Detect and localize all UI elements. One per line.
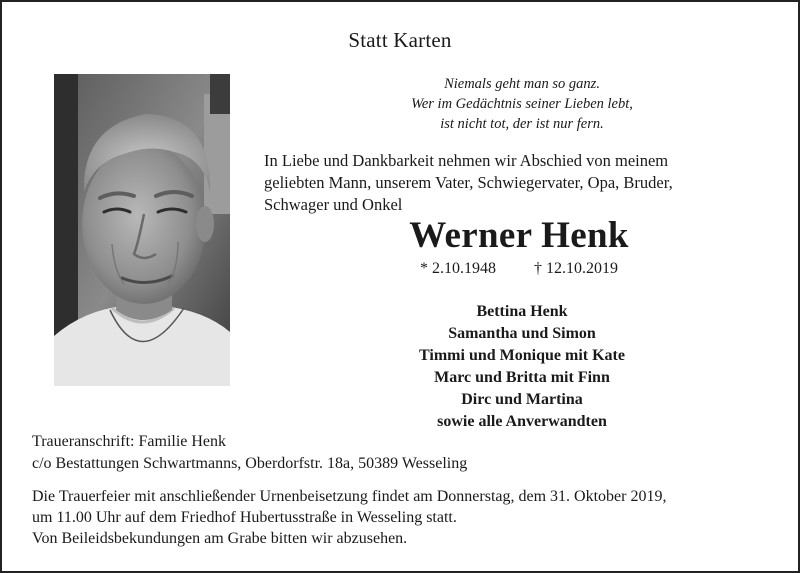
quote-line: Niemals geht man so ganz. [444, 76, 600, 92]
service-line: um 11.00 Uhr auf dem Friedhof Hubertusstraße in Wesseling statt. [32, 509, 457, 526]
funeral-service-info [32, 486, 666, 549]
intro-line: geliebten Mann, unserem Vater, Schwiegervater, Opa, Bruder, [264, 173, 673, 192]
condolence-address [32, 431, 467, 475]
service-line: Die Trauerfeier mit anschließender Urnenbeisetzung findet am Donnerstag, dem 31. Oktober 2019, [32, 488, 667, 505]
mourners-list [332, 301, 712, 433]
mourner-entry: Marc und Britta mit Finn [434, 369, 610, 386]
deceased-name: Werner Henk [409, 215, 629, 256]
notice-header: Statt Karten [348, 28, 452, 52]
life-dates [420, 260, 618, 278]
address-line: c/o Bestattungen Schwartmanns, Oberdorfstr. 18a, 50389 Wesseling [32, 455, 468, 472]
portrait-image [54, 74, 230, 386]
mourner-entry: Samantha und Simon [448, 325, 596, 342]
quote-line: ist nicht tot, der ist nur fern. [440, 116, 604, 132]
service-line: Von Beileidsbekundungen am Grabe bitten wir abzusehen. [32, 530, 408, 547]
intro-line: In Liebe und Dankbarkeit nehmen wir Abschied von meinem [264, 151, 669, 170]
mourner-entry: Timmi und Monique mit Kate [419, 347, 625, 364]
death-date: † 12.10.2019 [534, 260, 618, 277]
address-line: Traueranschrift: Familie Henk [32, 433, 227, 450]
quote-line: Wer im Gedächtnis seiner Lieben lebt, [411, 96, 633, 112]
birth-date: * 2.10.1948 [420, 260, 496, 277]
portrait-photo [54, 74, 230, 386]
memorial-quote [332, 74, 712, 134]
farewell-text [264, 150, 774, 216]
mourner-entry: Dirc und Martina [461, 391, 583, 408]
intro-line: Schwager und Onkel [264, 195, 403, 214]
mourner-entry: sowie alle Anverwandten [437, 413, 607, 430]
mourner-entry: Bettina Henk [476, 303, 568, 320]
